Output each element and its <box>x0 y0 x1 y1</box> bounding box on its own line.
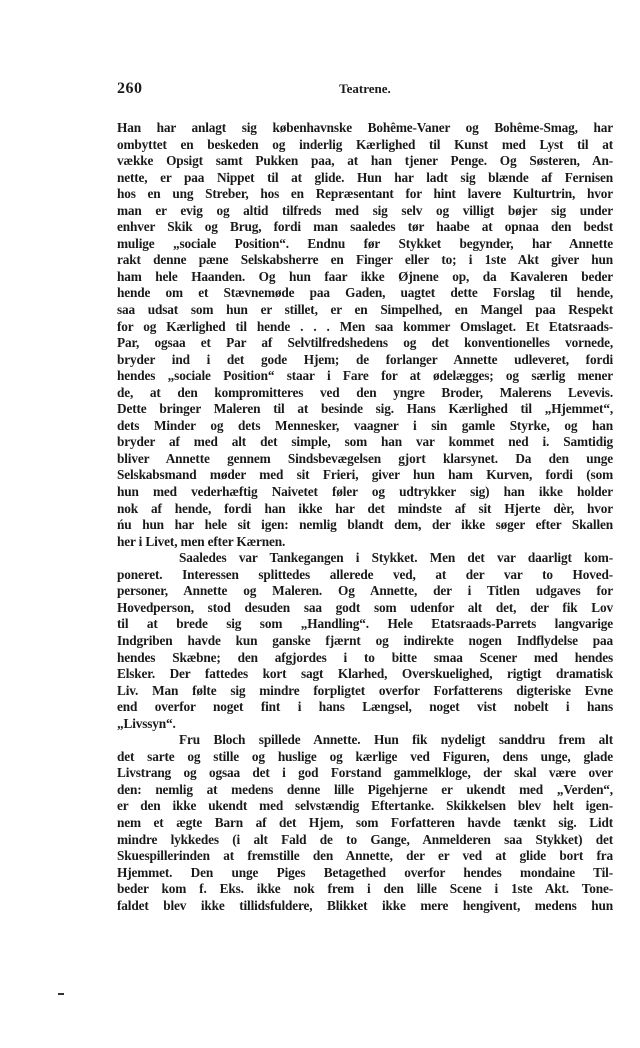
page-header <box>117 80 613 100</box>
text-line: faldet blev ikke tillidsfuldere, Blikket ikke mere hengivent, medens hun <box>117 897 613 913</box>
text-line: personer, Annette og Maleren. Og Annette, der i Titlen udgaves for <box>117 583 613 599</box>
text-line: det sarte og stille og huslige og kærlige ved Figuren, dens unge, glade <box>117 748 613 764</box>
text-line: dets Minder og dets Mennesker, vaagner i sin gamle Styrke, og han <box>117 417 613 433</box>
body-text <box>117 120 613 914</box>
text-line: Hovedperson, stod desuden saa godt som udenfor alt det, der fik Lov <box>117 599 613 615</box>
text-line: Elsker. Der fattedes kort sagt Klarhed, Overskuelighed, rigtigt dramatisk <box>117 666 613 682</box>
running-title: Teatrene. <box>339 81 391 96</box>
text-line: rakt denne pæne Selskabsherre en Finger eller to; i 1ste Akt giver hun <box>117 252 613 268</box>
text-line: her i Livet, men efter Kærnen. <box>117 533 286 549</box>
text-line: ham hele Haanden. Og hun faar ikke Øjnene op, da Kavaleren beder <box>117 268 613 284</box>
text-line: bryder af med alt det simple, som han var kommet ned i. Samtidig <box>117 434 613 450</box>
text-line: Han har anlagt sig københavnske Bohême-Vaner og Bohême-Smag, har <box>117 120 613 135</box>
text-line: Selskabsmand møder med sit Frieri, giver hun ham Kurven, fordi (som <box>117 467 613 483</box>
text-line: Skuespillerinden at fremstille den Annette, der er ved at glide bort fra <box>117 848 613 864</box>
text-line: bryder ind i det gode Hjem; de forlanger Annette udleveret, fordi <box>117 351 613 367</box>
text-line: mulige „sociale Position“. Endnu før Stykket begynder, har Annette <box>117 235 613 251</box>
text-line: ńu hun har hele sit igen: nemlig blandt dem, der ikke søger efter Skallen <box>117 517 613 533</box>
text-line: poneret. Interessen splittedes allerede ved, at der var to Hoved- <box>117 566 613 582</box>
text-line: hun med vederhæftig Naivetet føler og udtrykker sig) han ikke holder <box>117 484 613 500</box>
text-line: til at brede sig som „Handling“. Hele Etatsraads-Parrets langvarige <box>117 616 613 632</box>
text-line: Dette bringer Maleren til at besinde sig. Hans Kærlighed til „Hjemmet“, <box>117 401 613 417</box>
text-line: hendes „sociale Position“ staar i Fare for at ødelægges; og særlig mener <box>117 368 613 384</box>
text-line: Hjemmet. Den unge Piges Betagethed overfor hendes mondaine Til- <box>117 864 613 880</box>
text-line: ombyttet en beskeden og inderlig Kærlighed til Kunst med Lyst til at <box>117 136 613 152</box>
text-line: den: nemlig at medens denne lille Pigehjerne er ukendt med „Verden“, <box>117 781 613 797</box>
text-line: nette, er paa Nippet til at glide. Hun har ladt sig blænde af Fernisen <box>117 169 613 185</box>
text-line: nem et ægte Barn af det Hjem, som Forfatteren havde tænkt sig. Lidt <box>117 814 613 830</box>
page-number: 260 <box>117 80 143 97</box>
text-line: nok af hende, fordi han ikke har det mindste af sit Hjerte dèr, hvor <box>117 500 613 516</box>
text-line: Fru Bloch spillede Annette. Hun fik nydeligt sanddru frem alt <box>179 732 613 748</box>
text-line: Liv. Man følte sig mindre forpligtet overfor Forfatterens digteriske Evne <box>117 682 613 698</box>
text-line: hendes Skæbne; den afgjordes i to bitte smaa Scener med hendes <box>117 649 613 665</box>
text-line: beder kom f. Eks. ikke nok frem i den lille Scene i 1ste Akt. Tone- <box>117 881 613 897</box>
text-line: Indgriben havde kun ganske fjærnt og indirekte nogen Indflydelse paa <box>117 632 613 648</box>
text-line: Saaledes var Tankegangen i Stykket. Men det var daarligt kom- <box>179 550 613 566</box>
text-line: hende om et Stævnemøde paa Gaden, uagtet dette Forslag til hende, <box>117 285 613 301</box>
text-line: end overfor noget fint i hans Længsel, noget vist nobelt i hans <box>117 699 613 715</box>
text-line: saa udsat som hun er stillet, er en Simpelhed, en Mangel paa Respekt <box>117 302 613 318</box>
text-line: Par, ogsaa et Par af Selvtilfredshedens og det konventionelles vornede, <box>117 335 613 351</box>
text-line: hos en ung Streber, hos en Repræsentant for hint lavere Kulturtrin, hvor <box>117 186 613 202</box>
text-line: man er evig og altid tilfreds med sig selv og villigt bøjer sig under <box>117 202 613 218</box>
text-line: vække Opsigt samt Pukken paa, at han tjener Penge. Og Søsteren, An- <box>117 153 613 169</box>
margin-mark <box>58 993 64 995</box>
text-line: enhver Skik og Brug, fordi man saaledes tør haabe at opnaa den bedst <box>117 219 613 235</box>
text-line: de, at den kompromitteres ved den yngre Broder, Malerens Levevis. <box>117 384 613 400</box>
text-line: Livstrang og ogsaa det i god Forstand gammelkloge, der skal være over <box>117 765 613 781</box>
text-line: er den ikke ukendt med selvstændig Eftertanke. Skikkelsen blev helt igen- <box>117 798 613 814</box>
text-line: bliver Annette gennem Sindsbevægelsen gjort klarsynet. Da den unge <box>117 450 613 466</box>
text-line: „Livssyn“. <box>117 715 176 731</box>
text-line: for og Kærlighed til hende . . . Men saa kommer Omslaget. Et Etatsraads- <box>117 318 613 334</box>
text-line: mindre lykkedes (i alt Fald de to Gange, Anmelderen saa Stykket) det <box>117 831 613 847</box>
